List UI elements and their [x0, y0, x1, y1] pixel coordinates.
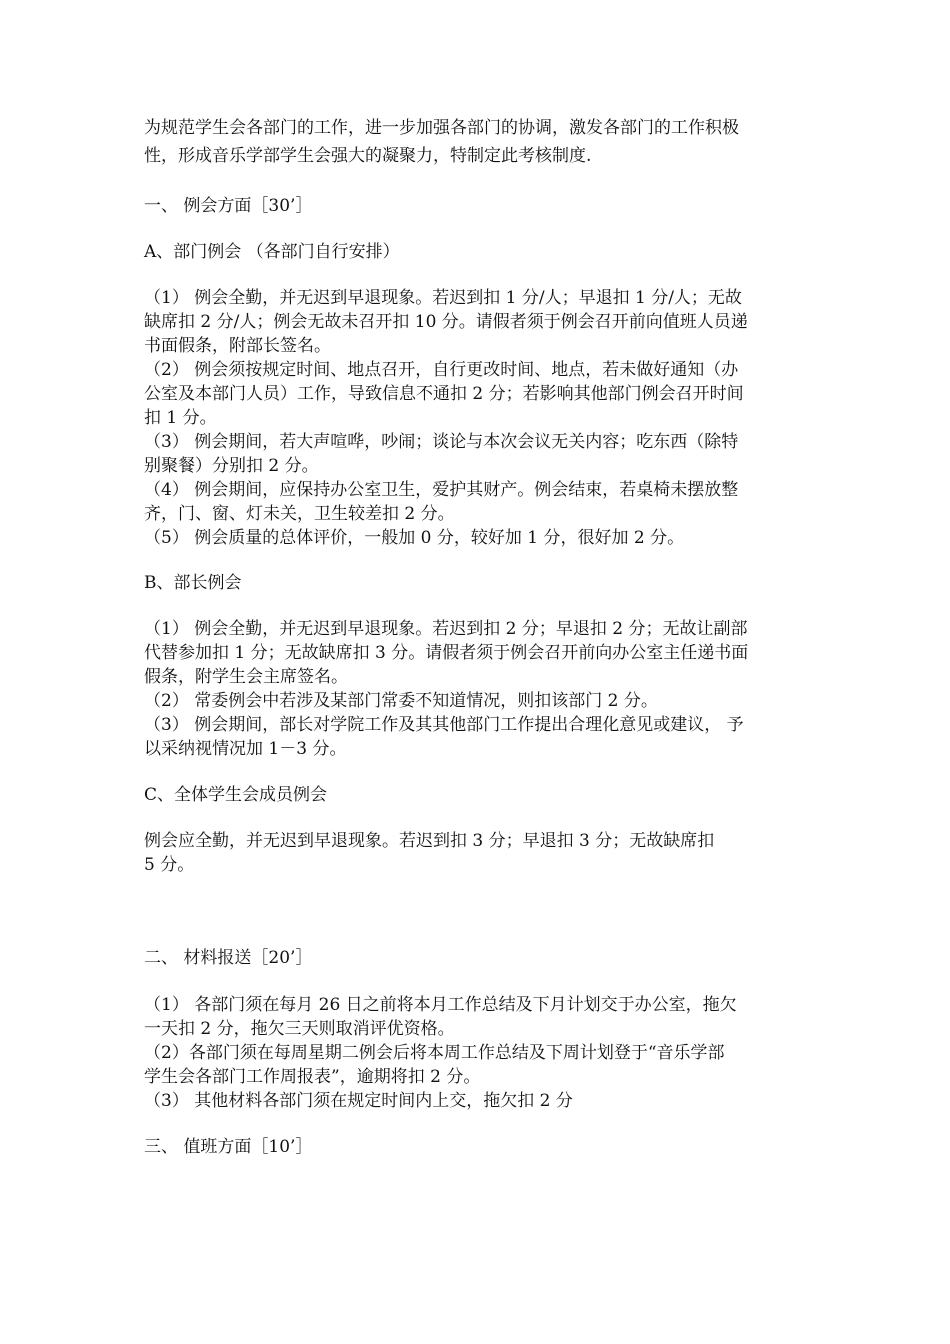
partB-line: （3） 例会期间，部长对学院工作及其其他部门工作提出合理化意见或建议， 予: [144, 715, 744, 735]
section2-line: 一天扣 2 分，拖欠三天则取消评优资格。: [144, 1019, 455, 1039]
section2-heading: 二、 材料报送［20’］: [144, 948, 313, 968]
partA-line: （4） 例会期间，应保持办公室卫生，爱护其财产。例会结束，若桌椅未摆放整: [144, 480, 739, 500]
section3-heading: 三、 值班方面［10’］: [144, 1137, 313, 1157]
section2-line: 学生会各部门工作周报表”，逾期将扣 2 分。: [144, 1067, 481, 1087]
partB-line: （2） 常委例会中若涉及某部门常委不知道情况，则扣该部门 2 分。: [144, 691, 658, 711]
section2-line: （3） 其他材料各部门须在规定时间内上交，拖欠扣 2 分: [144, 1091, 573, 1111]
section1-heading: 一、 例会方面［30’］: [144, 196, 313, 216]
partA-title: A、部门例会 （各部门自行安排）: [144, 242, 400, 262]
partA-line: 别聚餐）分别扣 2 分。: [144, 456, 319, 476]
partB-line: 假条，附学生会主席签名。: [144, 667, 348, 687]
partA-line: 扣 1 分。: [144, 408, 217, 428]
partA-line: 齐，门、窗、灯未关，卫生较差扣 2 分。: [144, 504, 455, 524]
partA-line: （5） 例会质量的总体评价，一般加 0 分，较好加 1 分，很好加 2 分。: [144, 528, 685, 548]
partA-line: 公室及本部门人员）工作，导致信息不通扣 2 分；若影响其他部门例会召开时间: [144, 384, 744, 404]
partB-line: 以采纳视情况加 1－3 分。: [144, 739, 347, 759]
partA-line: 缺席扣 2 分/人；例会无故未召开扣 10 分。请假者须于例会召开前向值班人员递: [144, 312, 748, 332]
section2-line: （2）各部门须在每周星期二例会后将本周工作总结及下周计划登于“音乐学部: [144, 1043, 725, 1063]
intro-line-2: 性，形成音乐学部学生会强大的凝聚力，特制定此考核制度.: [144, 146, 592, 166]
partB-line: （1） 例会全勤，并无迟到早退现象。若迟到扣 2 分；早退扣 2 分；无故让副部: [144, 619, 748, 639]
intro-line-1: 为规范学生会各部门的工作，进一步加强各部门的协调，激发各部门的工作积极: [144, 118, 739, 138]
partA-line: （2） 例会须按规定时间、地点召开，自行更改时间、地点，若未做好通知（办: [144, 360, 739, 380]
section2-line: （1） 各部门须在每月 26 日之前将本月工作总结及下月计划交于办公室，拖欠: [144, 995, 737, 1015]
partB-title: B、部长例会: [144, 573, 242, 593]
partA-line: （3） 例会期间，若大声喧哗，吵闹；谈论与本次会议无关内容；吃东西（除特: [144, 432, 739, 452]
partA-line: （1） 例会全勤，并无迟到早退现象。若迟到扣 1 分/人；早退扣 1 分/人；无故: [144, 288, 742, 308]
partC-line: 5 分。: [144, 855, 195, 875]
partA-line: 书面假条，附部长签名。: [144, 336, 331, 356]
partC-line: 例会应全勤，并无迟到早退现象。若迟到扣 3 分；早退扣 3 分；无故缺席扣: [144, 831, 715, 851]
partB-line: 代替参加扣 1 分；无故缺席扣 3 分。请假者须于例会召开前向办公室主任递书面: [144, 643, 749, 663]
partC-title: C、全体学生会成员例会: [144, 785, 328, 805]
